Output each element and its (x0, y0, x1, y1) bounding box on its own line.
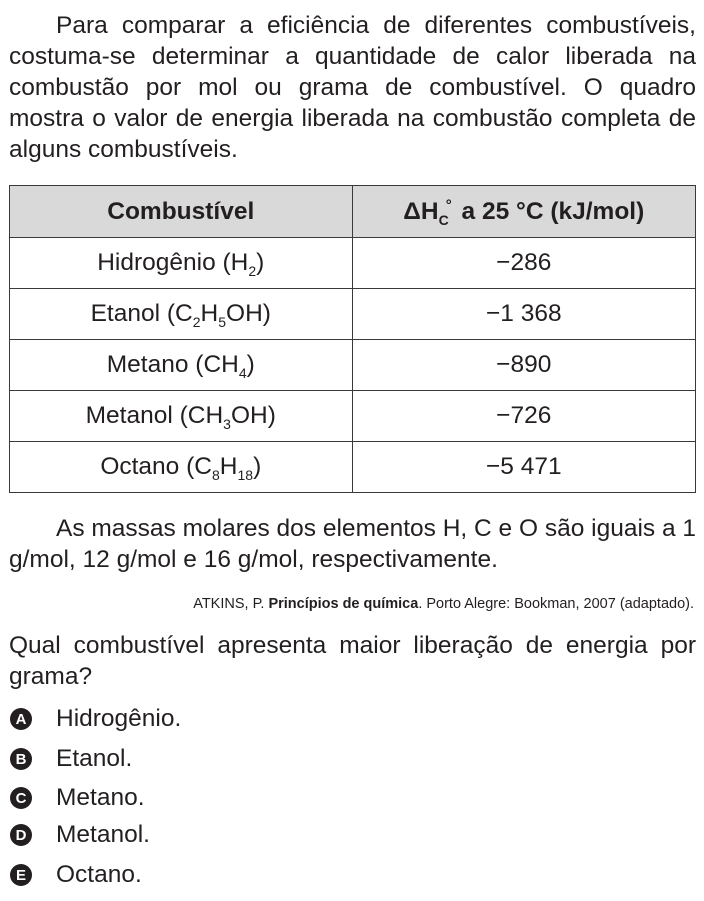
energy-value-cell: −5 471 (352, 442, 695, 493)
option-text: Metanol. (56, 821, 150, 848)
table-header-row (10, 186, 696, 238)
option-text: Etanol. (56, 745, 133, 772)
table-row (10, 238, 696, 289)
fuel-name-cell: Hidrogênio $(H_2)$ (10, 238, 353, 289)
option-letter-badge: A (10, 708, 32, 730)
table-row (10, 340, 696, 391)
fuel-name-cell: Octano $(C_8H_{18})$ (10, 442, 353, 493)
fuel-name-cell: Etanol $(C_2H_5OH)$ (10, 289, 353, 340)
option-letter-badge: B (10, 748, 32, 770)
option-text: Metano. (56, 784, 145, 811)
option-letter-badge: E (10, 864, 32, 886)
fuel-name-cell: Metanol $(CH_3OH)$ (10, 391, 353, 442)
option-letter-badge: C (10, 787, 32, 809)
option-a[interactable] (10, 704, 310, 734)
option-text: Hidrogênio. (56, 705, 182, 732)
table-row (10, 391, 696, 442)
source-author: ATKINS, P. (193, 596, 269, 612)
source-citation (193, 595, 694, 613)
option-d[interactable] (10, 820, 310, 850)
option-text: Octano. (56, 861, 142, 888)
source-details: . Porto Alegre: Bookman, 2007 (adaptado). (418, 596, 694, 612)
option-b[interactable] (10, 744, 310, 774)
energy-value-cell: −1 368 (352, 289, 695, 340)
option-c[interactable] (10, 783, 310, 813)
table-row (10, 289, 696, 340)
fuel-name-cell: Metano $(CH_4)$ (10, 340, 353, 391)
energy-value-cell: −890 (352, 340, 695, 391)
source-title: Princípios de química (268, 596, 419, 612)
question-text: Qual combustível apresenta maior liberação de energia por grama? (9, 632, 696, 690)
fuel-energy-table (9, 185, 696, 493)
molar-masses-paragraph: As massas molares dos elementos H, C e O são iguais a 1 g/mol, 12 g/mol e 16 g/mol, respectivamente. (9, 515, 697, 573)
table-row (10, 442, 696, 493)
option-letter-badge: D (10, 824, 32, 846)
header-energy: $\Delta H_C^\circ$ a 25 °C (kJ/mol) (352, 186, 695, 238)
energy-value-cell: −726 (352, 391, 695, 442)
option-e[interactable] (10, 860, 310, 890)
intro-paragraph: Para comparar a eficiência de diferentes combustíveis, costuma-se determinar a quantidade de calor liberada na combustão por mol ou grama de combustível. O quadro mostra o valor de energia liberada na combustão completa de alguns combustíveis. (9, 12, 696, 163)
energy-value-cell: −286 (352, 238, 695, 289)
header-fuel: Combustível (10, 186, 353, 238)
